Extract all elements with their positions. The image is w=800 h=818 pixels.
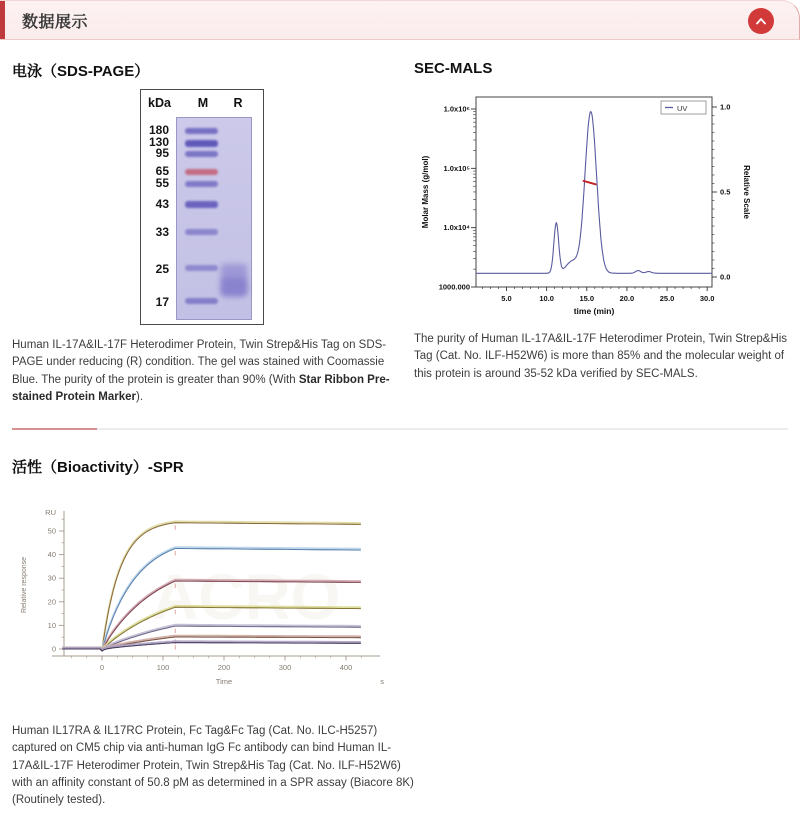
svg-text:RU: RU [45, 508, 56, 517]
svg-text:1.0x10⁶: 1.0x10⁶ [443, 104, 470, 114]
gel-marker-label: 25 [155, 261, 169, 276]
gel-marker-band [185, 128, 218, 134]
scroll-top-button[interactable] [748, 8, 774, 34]
gel-marker-band [185, 181, 218, 187]
gel-marker-band [185, 265, 218, 271]
svg-text:30.0: 30.0 [699, 294, 715, 303]
section-banner-title: 数据展示 [22, 13, 89, 31]
svg-text:400: 400 [339, 663, 353, 672]
svg-text:10: 10 [47, 620, 56, 630]
sds-page-caption [12, 337, 390, 406]
svg-text:0.0: 0.0 [720, 272, 731, 282]
sds-page-caption-end: ). [135, 390, 144, 403]
gel-lane-area [176, 117, 252, 320]
gel-marker-label: 180 [148, 123, 169, 138]
svg-text:ACRO: ACRO [152, 561, 341, 633]
section-banner [0, 0, 800, 40]
svg-text:15.0: 15.0 [579, 294, 595, 303]
spr-section [12, 456, 788, 809]
gel-marker-band [185, 169, 218, 175]
sec-mals-title: SEC-MALS [414, 60, 493, 77]
gel-marker-label: 55 [155, 176, 169, 191]
gel-marker-label: 33 [155, 224, 169, 239]
gel-kda-label: kDa [148, 96, 171, 110]
sds-page-caption-text: Human IL-17A&IL-17F Heterodimer Protein, Twin Strep&His Tag on SDS-PAGE under reducing (R) condition. The gel was stained with Coomassie Blue. The purity of the protein is greater than 90% (With [12, 339, 387, 386]
svg-text:time (min): time (min) [573, 306, 615, 316]
gel-marker-label: 65 [155, 164, 169, 179]
svg-text:0.5: 0.5 [720, 187, 731, 197]
svg-text:5.0: 5.0 [501, 294, 512, 303]
svg-text:0: 0 [99, 663, 105, 672]
gel-marker-band [185, 229, 218, 235]
sec-mals-section [400, 44, 788, 406]
accent-bar [0, 1, 5, 39]
gel-marker-band [185, 201, 218, 208]
sds-page-title: 电泳（SDS-PAGE） [12, 63, 150, 80]
sec-mals-chart [414, 87, 754, 319]
spr-sensorgram-chart [12, 501, 392, 699]
svg-text:25.0: 25.0 [659, 294, 675, 303]
chevron-up-icon [754, 16, 768, 26]
svg-text:300: 300 [278, 663, 292, 672]
svg-text:Relative Scale: Relative Scale [742, 165, 751, 219]
svg-text:20.0: 20.0 [619, 294, 635, 303]
svg-text:200: 200 [217, 663, 231, 672]
gel-box [140, 89, 264, 325]
gel-marker-label: 43 [155, 196, 169, 211]
spr-title: 活性（Bioactivity）-SPR [12, 459, 184, 476]
sec-mals-caption: The purity of Human IL-17A&IL-17F Heterodimer Protein, Twin Strep&His Tag (Cat. No. ILF-H52W6) is more than 85% and the molecular weight of this protein is around 35-52 kDa verified by SEC-MALS. [414, 333, 788, 380]
gel-marker-band [185, 151, 218, 157]
section-divider [12, 428, 788, 430]
sds-page-gel-image [140, 89, 400, 325]
svg-text:30: 30 [47, 573, 56, 583]
gel-sample-band [221, 278, 247, 296]
svg-text:Relative response: Relative response [21, 556, 28, 614]
svg-text:50: 50 [47, 526, 56, 536]
gel-lane-m-label: M [197, 96, 209, 110]
data-display-content [0, 40, 800, 809]
gel-marker-label: 17 [155, 294, 169, 309]
svg-text:UV: UV [677, 104, 688, 113]
svg-text:20: 20 [47, 597, 56, 607]
divider-accent [12, 428, 97, 430]
svg-text:Molar Mass (g/mol): Molar Mass (g/mol) [421, 155, 430, 229]
gel-marker-band [185, 298, 218, 304]
gel-marker-label: 130 [148, 135, 169, 150]
svg-text:1000.000: 1000.000 [438, 282, 470, 292]
svg-text:10.0: 10.0 [539, 294, 554, 303]
gel-lane-r-label: R [233, 96, 243, 110]
svg-text:Time: Time [215, 677, 233, 686]
svg-text:100: 100 [156, 663, 170, 672]
spr-caption: Human IL17RA & IL17RC Protein, Fc Tag&Fc Tag (Cat. No. ILC-H5257) captured on CM5 chip via anti-human IgG Fc antibody can bind Human IL-17A&IL-17F Heterodimer Protein, Twin Strep&His Tag (Cat. No. ILF-H52W6) with an affinity constant of 50.8 pM as determined in a SPR assay (Biacore 8K) (Routinely tested). [12, 725, 414, 806]
gel-marker-band [185, 140, 218, 147]
svg-text:s: s [380, 677, 384, 686]
svg-text:40: 40 [47, 550, 56, 560]
svg-text:0: 0 [51, 644, 56, 654]
svg-text:1.0x10⁴: 1.0x10⁴ [443, 223, 470, 233]
sds-page-section [12, 44, 400, 406]
gel-marker-labels [141, 117, 172, 320]
svg-text:1.0x10⁵: 1.0x10⁵ [443, 163, 470, 173]
gel-marker-label: 95 [155, 145, 169, 160]
svg-text:1.0: 1.0 [720, 102, 731, 112]
sds-page-caption-marker-name: Star Ribbon Pre-stained Protein Marker [12, 373, 390, 403]
